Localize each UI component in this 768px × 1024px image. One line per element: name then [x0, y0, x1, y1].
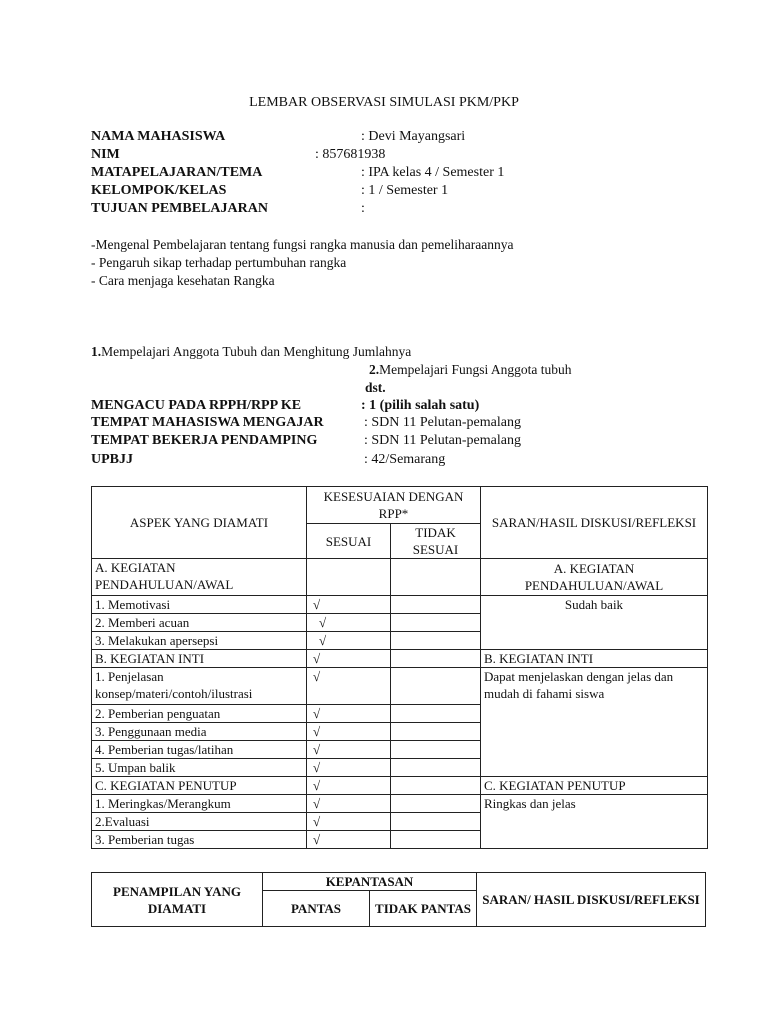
saran-c-title: C. KEGIATAN PENUTUP — [481, 777, 708, 795]
field-label-kelompok: KELOMPOK/KELAS — [91, 183, 227, 198]
table-row-label: 4. Pemberian tugas/latihan — [92, 741, 307, 759]
header-kesesuaian: KESESUAIAN DENGAN RPP* — [307, 487, 481, 524]
table-row-label: 1. Meringkas/Merangkum — [92, 795, 307, 813]
field-value-tempat-pendamping: : SDN 11 Pelutan-pemalang — [364, 433, 521, 448]
field-label-tujuan: TUJUAN PEMBELAJARAN — [91, 201, 268, 216]
field-value-kelompok: : 1 / Semester 1 — [361, 183, 449, 198]
section-b-title: B. KEGIATAN INTI — [92, 650, 307, 668]
check-mark: √ — [307, 741, 391, 759]
field-label-rpp: MENGACU PADA RPPH/RPP KE — [91, 398, 302, 413]
field-value-upbjj: : 42/Semarang — [364, 452, 446, 467]
field-label-nama: NAMA MAHASISWA — [91, 129, 226, 144]
header-penampilan: PENAMPILAN YANG DIAMATI — [92, 873, 263, 927]
activity-1 — [91, 344, 411, 360]
check-mark: √ — [307, 831, 391, 849]
field-label-upbjj: UPBJJ — [91, 452, 133, 467]
activity-text: Mempelajari Fungsi Anggota tubuh — [379, 362, 572, 377]
header-tidak-sesuai: TIDAK SESUAI — [391, 524, 481, 559]
section-c-title: C. KEGIATAN PENUTUP — [92, 777, 307, 795]
activity-2 — [369, 362, 571, 378]
header-sesuai: SESUAI — [307, 524, 391, 559]
table-row-label: 3. Penggunaan media — [92, 723, 307, 741]
header-kepantasan: KEPANTASAN — [263, 873, 477, 891]
field-value-nama: : Devi Mayangsari — [361, 129, 466, 144]
header-pantas: PANTAS — [263, 891, 370, 927]
check-mark: √ — [307, 795, 391, 813]
cell-tidak-sesuai — [391, 831, 481, 849]
cell-tidak-sesuai — [391, 777, 481, 795]
table-row-label: 1. Memotivasi — [92, 596, 307, 614]
check-mark: √ — [307, 759, 391, 777]
cell-tidak-sesuai — [391, 559, 481, 596]
saran-b-text: Dapat menjelaskan dengan jelas dan mudah di fahami siswa — [481, 668, 708, 777]
observation-table — [91, 486, 708, 849]
cell-tidak-sesuai — [391, 723, 481, 741]
table-row-label: 3. Pemberian tugas — [92, 831, 307, 849]
cell-tidak-sesuai — [391, 614, 481, 632]
table-row-label: 3. Melakukan apersepsi — [92, 632, 307, 650]
field-value-nim: : 857681938 — [315, 147, 386, 162]
activity-number: 2. — [369, 362, 380, 377]
objective-line: - Pengaruh sikap terhadap pertumbuhan rangka — [91, 255, 347, 270]
check-mark: √ — [307, 723, 391, 741]
page-title: LEMBAR OBSERVASI SIMULASI PKM/PKP — [249, 95, 519, 110]
cell-tidak-sesuai — [391, 632, 481, 650]
activity-number: 1. — [91, 344, 102, 359]
table-row-label: 5. Umpan balik — [92, 759, 307, 777]
check-mark: √ — [307, 813, 391, 831]
field-label-nim: NIM — [91, 147, 120, 162]
saran-a-title: A. KEGIATAN PENDAHULUAN/AWAL — [481, 559, 708, 596]
saran-a-text: Sudah baik — [481, 596, 708, 650]
cell-tidak-sesuai — [391, 596, 481, 614]
activity-more: dst. — [365, 380, 386, 395]
field-label-tempat-mengajar: TEMPAT MAHASISWA MENGAJAR — [91, 415, 324, 430]
cell-tidak-sesuai — [391, 759, 481, 777]
cell-sesuai — [307, 559, 391, 596]
table-row-label: 2. Pemberian penguatan — [92, 705, 307, 723]
check-mark: √ — [307, 668, 391, 705]
check-mark: √ — [307, 705, 391, 723]
table-row-label: 1. Penjelasan konsep/materi/contoh/ilustrasi — [92, 668, 307, 705]
field-value-tema: : IPA kelas 4 / Semester 1 — [361, 165, 505, 180]
section-a-title: A. KEGIATAN PENDAHULUAN/AWAL — [92, 559, 307, 596]
objective-line: -Mengenal Pembelajaran tentang fungsi rangka manusia dan pemeliharaannya — [91, 237, 514, 252]
field-label-tempat-pendamping: TEMPAT BEKERJA PENDAMPING — [91, 433, 318, 448]
header-saran: SARAN/HASIL DISKUSI/REFLEKSI — [481, 487, 708, 559]
activity-text: Mempelajari Anggota Tubuh dan Menghitung Jumlahnya — [101, 344, 412, 359]
field-label-tema: MATAPELAJARAN/TEMA — [91, 165, 263, 180]
cell-tidak-sesuai — [391, 705, 481, 723]
check-mark: √ — [307, 614, 391, 632]
check-mark: √ — [307, 596, 391, 614]
field-value-tempat-mengajar: : SDN 11 Pelutan-pemalang — [364, 415, 521, 430]
table-row-label: 2. Memberi acuan — [92, 614, 307, 632]
appearance-table — [91, 872, 706, 927]
field-value-tujuan: : — [361, 201, 365, 216]
header-aspek: ASPEK YANG DIAMATI — [92, 487, 307, 559]
cell-tidak-sesuai — [391, 795, 481, 813]
header-tidak-pantas: TIDAK PANTAS — [370, 891, 477, 927]
cell-tidak-sesuai — [391, 813, 481, 831]
check-mark: √ — [307, 777, 391, 795]
cell-tidak-sesuai — [391, 741, 481, 759]
header-saran: SARAN/ HASIL DISKUSI/REFLEKSI — [477, 873, 706, 927]
cell-tidak-sesuai — [391, 668, 481, 705]
field-value-rpp: : 1 (pilih salah satu) — [361, 398, 480, 413]
check-mark: √ — [307, 650, 391, 668]
cell-tidak-sesuai — [391, 650, 481, 668]
check-mark: √ — [307, 632, 391, 650]
table-row-label: 2.Evaluasi — [92, 813, 307, 831]
saran-b-title: B. KEGIATAN INTI — [481, 650, 708, 668]
objective-line: - Cara menjaga kesehatan Rangka — [91, 273, 275, 288]
saran-c-text: Ringkas dan jelas — [481, 795, 708, 849]
